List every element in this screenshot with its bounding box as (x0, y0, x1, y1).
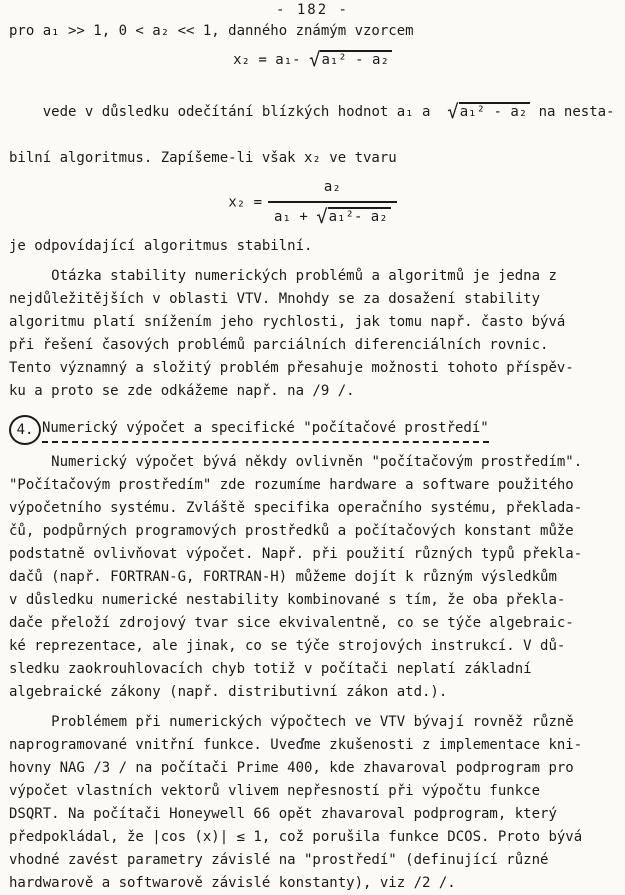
text-line: dačů (např. FORTRAN-G, FORTRAN-H) můžeme dojít k různým výsledkům (9, 569, 557, 585)
text-line: Problémem při numerických výpočtech ve VTV bývají rovněž různě (9, 714, 574, 730)
paragraph-intrinsic-functions (9, 711, 616, 895)
text-line: Otázka stability numerických problémů a algoritmů je jedna z (9, 268, 557, 284)
text-line: při řešení časových problémů parciálních diferenciálních rovnic. (9, 337, 549, 353)
text-line: naprogramované vnitřní funkce. Uveďme zkušenosti z implementace kni- (9, 737, 583, 753)
text-line: hardwarově a softwarově závislé konstanty), viz /2 /. (9, 875, 456, 891)
intro-line: pro a₁ >> 1, 0 < a₂ << 1, danného známým vzorcem (9, 23, 414, 39)
page-number: - 182 - (275, 2, 349, 18)
text-line: algoritmu platí snížením jeho rychlosti, jak tomu např. často bývá (9, 314, 566, 330)
text-line: DSQRT. Na počítači Honeywell 66 opět zhavaroval podprogram, který (9, 806, 557, 822)
text-line: ké reprezentace, ale jinak, co se týče strojových instrukcí. V dů- (9, 638, 566, 654)
text-line: Numerický výpočet bývá někdy ovlivněn "počítačovým prostředím". (9, 454, 583, 470)
text-line: "Počítačovým prostředím" zde rozumíme hardware a software použitého (9, 477, 574, 493)
text-line: v důsledku numerické nestability kombinované s tím, že oba překla- (9, 592, 566, 608)
text-segment: na nesta- (530, 104, 615, 120)
radicand: a₁²- a₂ (328, 207, 391, 225)
formula-x2-stable (9, 176, 616, 229)
radicand: a₁² - a₂ (459, 102, 530, 120)
text-line-inline-radical (9, 78, 616, 147)
paragraph-stability (9, 265, 616, 403)
radicand: a₁² - a₂ (320, 50, 391, 68)
text-line: hovny NAG /3 / na počítači Prime 400, kde zhavaroval podprogram pro (9, 760, 574, 776)
text-line: předpokládal, že |cos (x)| ≤ 1, což porušila funkce DCOS. Proto bývá (9, 829, 583, 845)
radical-sign: √ (308, 49, 321, 71)
text-line: ku a proto se zde odkážeme např. na /9 /. (9, 383, 355, 399)
section-number-circled: 4. (9, 415, 41, 445)
text-line: sledku zaokrouhlovacích chyb totiž v počítači neplatí základní (9, 661, 532, 677)
formula-lhs: x₂ = a₁- (233, 52, 309, 68)
denominator-prefix: a₁ + (274, 209, 317, 225)
fraction-numerator: a₂ (268, 176, 397, 203)
fraction (268, 176, 397, 229)
text-line: čů, podpůrných programových prostředků a počítačových konstant může (9, 523, 574, 539)
text-line: dače přeloží zdrojový tvar sice ekvivalentně, co se týče algebraic- (9, 615, 574, 631)
text-line: výpočetního systému. Zvláště specifika operačního systému, překlada- (9, 500, 583, 516)
section-heading (9, 415, 616, 445)
text-segment: vede v důsledku odečítání blízkých hodnot a₁ a (42, 104, 448, 120)
formula-lhs: x₂ = (228, 194, 263, 211)
radical-sign: √ (316, 206, 328, 228)
text-line: Tento významný a složitý problém přesahuje možnosti tohoto příspěv- (9, 360, 574, 376)
text-line: nejdůležitějších v oblasti VTV. Mnohdy se za dosažení stability (9, 291, 541, 307)
text-line: výpočet vlastních vektorů vlivem nepřesností při výpočtu funkce (9, 783, 541, 799)
section-title: Numerický výpočet a specifické "počítačové prostředí" (42, 417, 489, 443)
paragraph-computing-environment (9, 451, 616, 704)
text-line: vhodné zavést parametry závislé na "prostředí" (definující různé (9, 852, 549, 868)
text-line: bilní algoritmus. Zapíšeme-li však x₂ ve tvaru (9, 150, 397, 166)
text-line: algebraické zákony (např. distributivní zákon atd.). (9, 684, 448, 700)
radical-sign: √ (447, 101, 459, 123)
formula-x2-unstable (9, 49, 616, 72)
text-line: je odpovídající algoritmus stabilní. (9, 238, 313, 254)
fraction-denominator (268, 203, 397, 229)
text-line: podstatně ovlivňovat výpočet. Např. při použití různých typů překla- (9, 546, 583, 562)
